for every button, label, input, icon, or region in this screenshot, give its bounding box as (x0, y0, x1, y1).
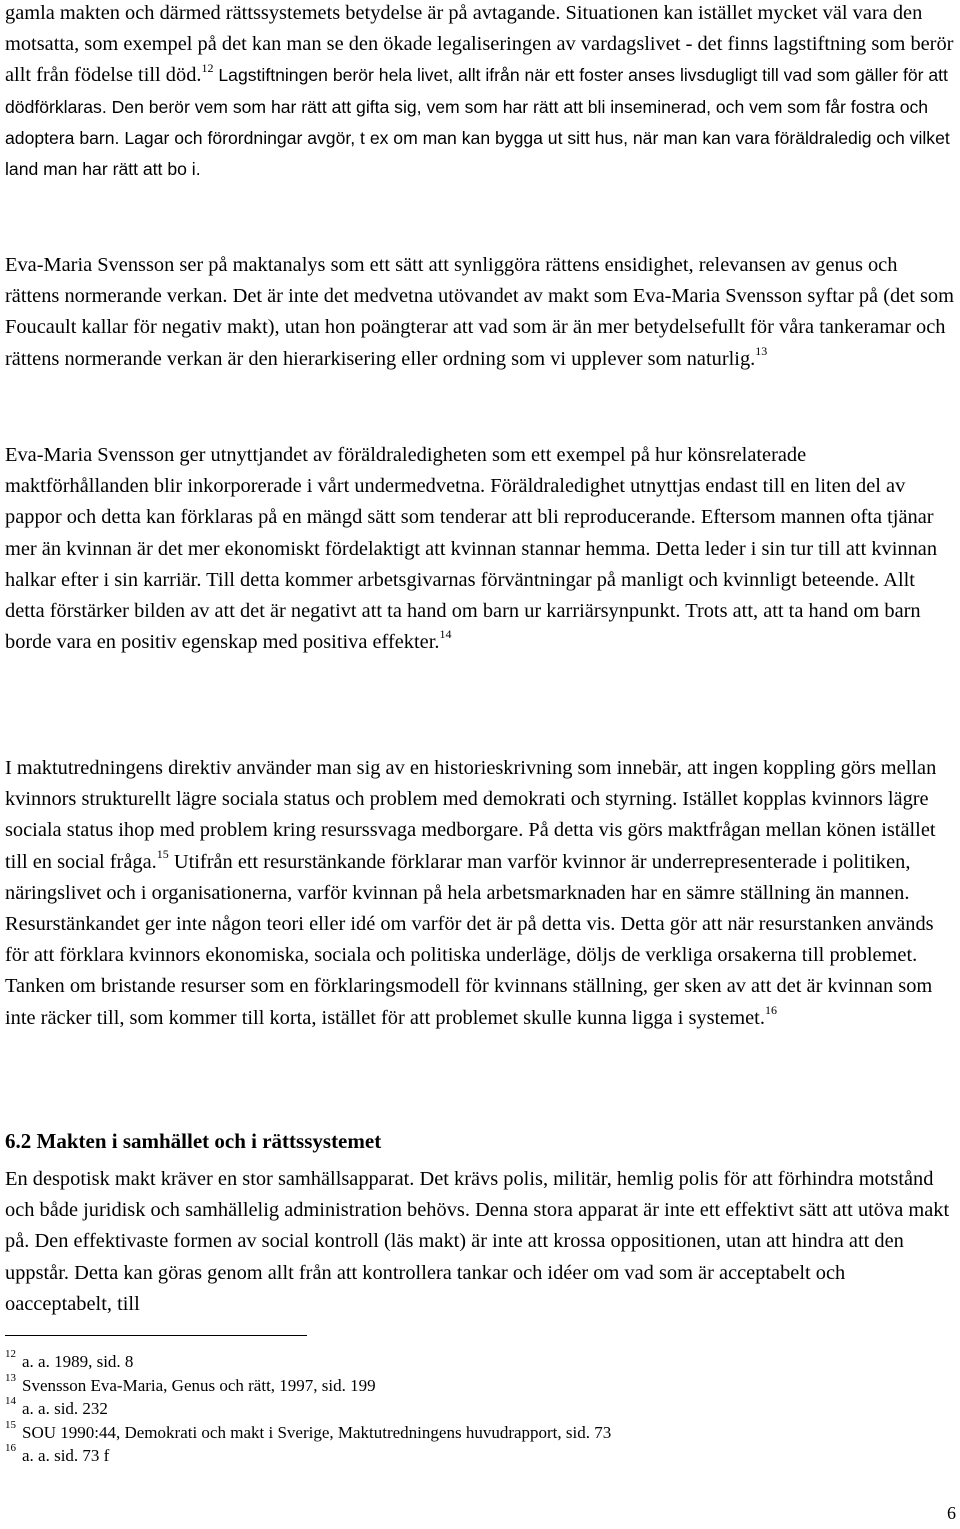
paragraph-text: Eva-Maria Svensson ger utnyttjandet av föräldraledigheten som ett exempel på hur könsrelaterade maktförhållanden blir inkorporerade i vårt undermedvetna. Föräldraledighet utnyttjas endast till en liten del av pappor och detta kan förklaras på en mängd sätt som tenderar att bli reproducerande. Eftersom mannen ofta tjänar mer än kvinnan är det mer ekonomiskt fördelaktigt att kvinnan stannar hemma. Detta leder i sin tur till att kvinnan halkar efter i sin karriär. Till detta kommer arbetsgivarnas förväntningar på manligt och kvinnligt beteende. Allt detta förstärker bilden av att det är negativt att ta hand om barn ur karriärsynpunkt. Trots att, att ta hand om barn borde vara en positiv egenskap med positiva effekter. (5, 444, 938, 654)
body-paragraph-2 (5, 250, 955, 375)
footnote-number: 12 (5, 1348, 16, 1361)
footnote-text: a. a. sid. 232 (22, 1399, 108, 1418)
paragraph-text-continued: Lagstiftningen berör hela livet, allt ifrån när ett foster anses livsdugligt till vad som gäller för att dödförklaras. Den berör vem som har rätt att gifta sig, vem som har rätt att bli inseminerad, och vem som får fostra och adoptera barn. Lagar och förordningar avgör, t ex om man kan bygga ut sitt hus, när man kan vara föräldraledig och vilket land man har rätt att bo i. (5, 65, 950, 180)
footnote-text: a. a. 1989, sid. 8 (22, 1352, 134, 1371)
section-heading: 6.2 Makten i samhället och i rättssystemet (5, 1129, 382, 1153)
paragraph-text: Eva-Maria Svensson ser på maktanalys som ett sätt att synliggöra rättens ensidighet, relevansen av genus och rättens normerande verkan. Det är inte det medvetna utövandet av makt som Eva-Maria Svensson syftar på (det som Foucault kallar för negativ makt), utan hon poängterar att vad som är än mer betydelsefullt för våra tankeramar och rättens normerande verkan är den hierarkisering eller ordning som vi upplever som naturlig. (5, 254, 954, 370)
footnote-number: 13 (5, 1371, 16, 1384)
body-paragraph-4 (5, 753, 955, 1034)
body-paragraph-1 (5, 0, 955, 185)
footnotes (5, 1350, 955, 1468)
body-paragraph-5 (5, 1164, 955, 1320)
footnote-item (5, 1371, 955, 1398)
paragraph-text: En despotisk makt kräver en stor samhällsapparat. Det krävs polis, militär, hemlig polis för att förhindra motstånd och både juridisk och samhällelig administration behövs. Denna stora apparat är inte ett effektivt sätt att utöva makt på. Den effektivaste formen av social kontroll (läs makt) är inte att krossa oppositionen, utan att hindra att den uppstår. Detta kan göras genom allt från att kontrollera tankar och idéer om vad som är acceptabelt och oacceptabelt, till (5, 1168, 950, 1315)
footnote-number: 16 (5, 1442, 16, 1455)
footnote-item (5, 1397, 955, 1421)
section-body (5, 1164, 955, 1320)
footnote-number: 15 (5, 1418, 16, 1431)
body-paragraph-3 (5, 440, 955, 658)
paragraph-text: gamla makten och därmed rättssystemets betydelse är på avtagande. Situationen kan istället mycket väl vara den motsatta, som exempel på det kan man se den ökade legaliseringen av vardagslivet - det finns lagstiftning som berör allt från födelse till död. (5, 2, 954, 87)
footnote-ref-14[interactable]: 14 (439, 627, 452, 642)
footnote-separator (5, 1335, 307, 1336)
footnote-item (5, 1350, 955, 1374)
footnote-ref-15[interactable]: 15 (156, 846, 169, 861)
page-number: 6 (947, 1503, 956, 1523)
footnote-text: SOU 1990:44, Demokrati och makt i Sverige, Maktutredningens huvudrapport, sid. 73 (22, 1422, 612, 1442)
footnote-ref-16[interactable]: 16 (764, 1002, 777, 1017)
footnote-number: 14 (5, 1395, 16, 1408)
footnote-item (5, 1418, 955, 1445)
paragraph-text-continued: Utifrån ett resurstänkande förklarar man varför kvinnor är underrepresenterade i politiken, näringslivet och i organisationerna, varför kvinnan på hela arbetsmarknaden har en sämre ställning än mannen. Resurstänkandet ger inte någon teori eller idé om varför det är på detta vis. Detta gör att när resurstanken används för att förklara kvinnors ekonomiska, sociala och politiska underläge, döljs de verkliga orsakerna till problemet. Tanken om bristande resurser som en förklaringsmodell för kvinnans ställning, ger sken av att det är kvinnan som inte räcker till, som kommer till korta, istället för att problemet skulle kunna ligga i systemet. (5, 850, 934, 1029)
footnote-text: Svensson Eva-Maria, Genus och rätt, 1997, sid. 199 (22, 1375, 376, 1395)
footnote-ref-13[interactable]: 13 (755, 343, 768, 358)
paragraph-text: I maktutredningens direktiv använder man sig av en historieskrivning som innebär, att ingen koppling görs mellan kvinnors strukturellt lägre sociala status och problem med demokrati och styrning. Istället kopplas kvinnors lägre sociala status ihop med problem kring resurssvaga medborgare. På detta vis görs maktfrågan mellan könen istället till en social fråga. (5, 757, 937, 873)
footnote-item (5, 1444, 955, 1468)
footnote-text: a. a. sid. 73 f (22, 1446, 110, 1465)
footnote-ref-12[interactable]: 12 (201, 60, 214, 75)
